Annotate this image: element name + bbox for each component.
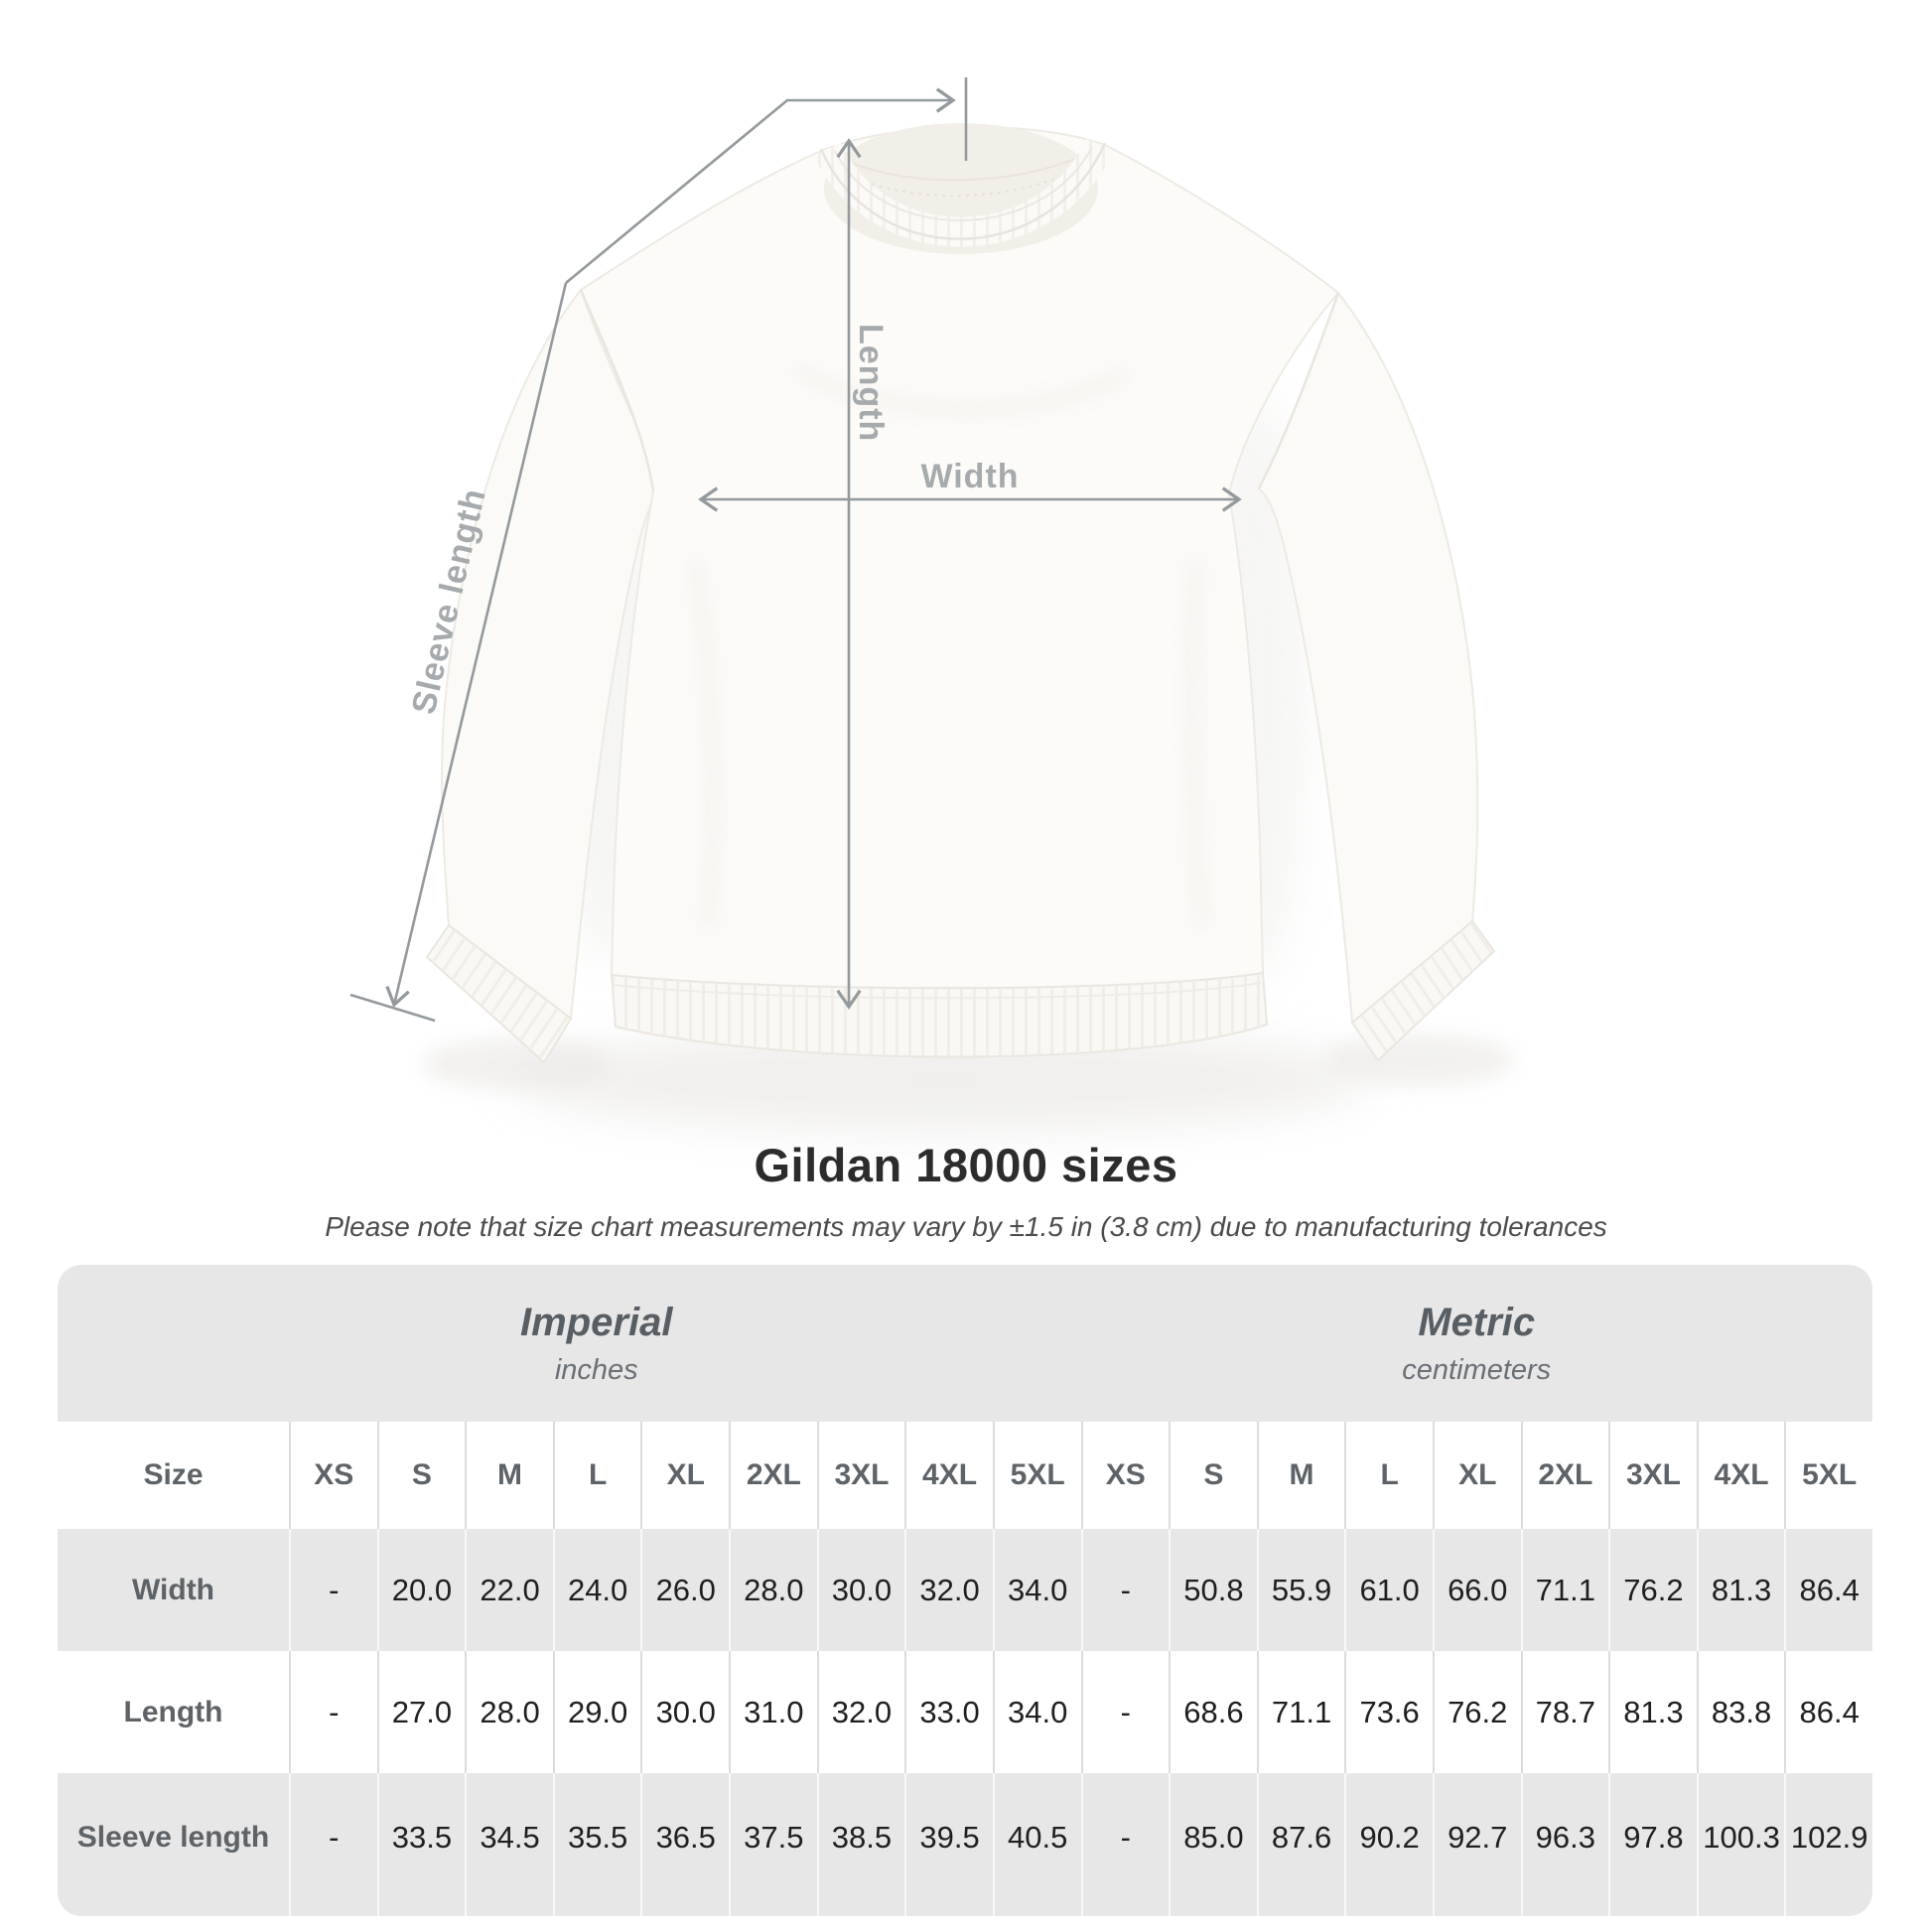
value-length-imperial-l: 29.0: [553, 1651, 641, 1773]
value-length-imperial-m: 28.0: [465, 1651, 553, 1773]
value-sleeve-length-imperial-3xl: 38.5: [817, 1773, 905, 1916]
value-width-metric-xl: 66.0: [1433, 1529, 1521, 1651]
size-header-imperial-4xl: 4XL: [904, 1422, 993, 1529]
value-width-imperial-xl: 26.0: [640, 1529, 729, 1651]
value-width-imperial-3xl: 30.0: [817, 1529, 905, 1651]
size-table: [58, 1265, 1872, 1916]
size-header-imperial-3xl: 3XL: [817, 1422, 905, 1529]
width-annotation-label: Width: [920, 458, 1020, 495]
value-sleeve-length-metric-5xl: 102.9: [1784, 1773, 1872, 1916]
value-width-imperial-5xl: 34.0: [993, 1529, 1081, 1651]
row-label-width: Width: [58, 1529, 289, 1651]
size-header-metric-s: S: [1169, 1422, 1257, 1529]
size-header-metric-4xl: 4XL: [1697, 1422, 1785, 1529]
value-width-metric-2xl: 71.1: [1521, 1529, 1609, 1651]
value-sleeve-length-imperial-xl: 36.5: [640, 1773, 729, 1916]
value-length-imperial-3xl: 32.0: [817, 1651, 905, 1773]
group-header-metric: [1081, 1265, 1873, 1422]
value-length-imperial-s: 27.0: [377, 1651, 466, 1773]
size-header-metric-2xl: 2XL: [1521, 1422, 1609, 1529]
value-width-imperial-xs: -: [289, 1529, 377, 1651]
value-length-imperial-5xl: 34.0: [993, 1651, 1081, 1773]
size-header-imperial-m: M: [465, 1422, 553, 1529]
value-sleeve-length-metric-4xl: 100.3: [1697, 1773, 1785, 1916]
value-width-metric-3xl: 76.2: [1608, 1529, 1697, 1651]
imperial-unit: inches: [554, 1353, 638, 1386]
size-header-metric-xl: XL: [1433, 1422, 1521, 1529]
value-sleeve-length-metric-m: 87.6: [1257, 1773, 1345, 1916]
value-length-metric-m: 71.1: [1257, 1651, 1345, 1773]
size-header-imperial-s: S: [377, 1422, 466, 1529]
value-sleeve-length-metric-2xl: 96.3: [1521, 1773, 1609, 1916]
value-width-metric-m: 55.9: [1257, 1529, 1345, 1651]
value-length-metric-3xl: 81.3: [1608, 1651, 1697, 1773]
group-header-imperial: [58, 1265, 1081, 1422]
imperial-label: Imperial: [520, 1300, 673, 1344]
size-header-metric-5xl: 5XL: [1784, 1422, 1872, 1529]
value-sleeve-length-imperial-m: 34.5: [465, 1773, 553, 1916]
value-sleeve-length-imperial-xs: -: [289, 1773, 377, 1916]
value-width-metric-4xl: 81.3: [1697, 1529, 1785, 1651]
size-header-metric-3xl: 3XL: [1608, 1422, 1697, 1529]
value-width-imperial-s: 20.0: [377, 1529, 466, 1651]
size-header-imperial-xs: XS: [289, 1422, 377, 1529]
value-width-metric-s: 50.8: [1169, 1529, 1257, 1651]
size-header-imperial-2xl: 2XL: [729, 1422, 817, 1529]
value-length-metric-s: 68.6: [1169, 1651, 1257, 1773]
value-length-metric-l: 73.6: [1344, 1651, 1433, 1773]
tolerance-note: Please note that size chart measurements may vary by ±1.5 in (3.8 cm) due to manufacturing tolerances: [325, 1211, 1607, 1242]
sleeve-cuff-tick: [350, 995, 435, 1021]
length-annotation-label: Length: [852, 324, 890, 443]
value-sleeve-length-metric-s: 85.0: [1169, 1773, 1257, 1916]
value-length-imperial-xs: -: [289, 1651, 377, 1773]
value-length-imperial-xl: 30.0: [640, 1651, 729, 1773]
value-width-metric-xs: -: [1081, 1529, 1170, 1651]
value-sleeve-length-imperial-l: 35.5: [553, 1773, 641, 1916]
metric-unit: centimeters: [1402, 1353, 1552, 1386]
value-length-metric-xl: 76.2: [1433, 1651, 1521, 1773]
size-corner-header: Size: [58, 1422, 289, 1529]
value-length-metric-xs: -: [1081, 1651, 1170, 1773]
value-sleeve-length-imperial-2xl: 37.5: [729, 1773, 817, 1916]
value-sleeve-length-metric-xs: -: [1081, 1773, 1170, 1916]
value-sleeve-length-imperial-4xl: 39.5: [904, 1773, 993, 1916]
page-title: Gildan 18000 sizes: [754, 1139, 1178, 1191]
sleeve-annotation-label: Sleeve length: [404, 484, 493, 718]
size-header-metric-xs: XS: [1081, 1422, 1170, 1529]
size-header-imperial-l: L: [553, 1422, 641, 1529]
value-width-imperial-l: 24.0: [553, 1529, 641, 1651]
value-width-imperial-m: 22.0: [465, 1529, 553, 1651]
value-width-imperial-4xl: 32.0: [904, 1529, 993, 1651]
value-length-metric-2xl: 78.7: [1521, 1651, 1609, 1773]
value-sleeve-length-metric-l: 90.2: [1344, 1773, 1433, 1916]
value-sleeve-length-metric-3xl: 97.8: [1608, 1773, 1697, 1916]
value-sleeve-length-imperial-s: 33.5: [377, 1773, 466, 1916]
value-width-metric-l: 61.0: [1344, 1529, 1433, 1651]
row-label-length: Length: [58, 1651, 289, 1773]
value-length-imperial-2xl: 31.0: [729, 1651, 817, 1773]
row-label-sleeve-length: Sleeve length: [58, 1773, 289, 1916]
value-length-metric-5xl: 86.4: [1784, 1651, 1872, 1773]
size-header-metric-m: M: [1257, 1422, 1345, 1529]
value-width-imperial-2xl: 28.0: [729, 1529, 817, 1651]
value-length-metric-4xl: 83.8: [1697, 1651, 1785, 1773]
value-sleeve-length-imperial-5xl: 40.5: [993, 1773, 1081, 1916]
size-header-imperial-xl: XL: [640, 1422, 729, 1529]
metric-label: Metric: [1418, 1300, 1536, 1344]
value-width-metric-5xl: 86.4: [1784, 1529, 1872, 1651]
value-length-imperial-4xl: 33.0: [904, 1651, 993, 1773]
value-sleeve-length-metric-xl: 92.7: [1433, 1773, 1521, 1916]
size-header-metric-l: L: [1344, 1422, 1433, 1529]
size-header-imperial-5xl: 5XL: [993, 1422, 1081, 1529]
